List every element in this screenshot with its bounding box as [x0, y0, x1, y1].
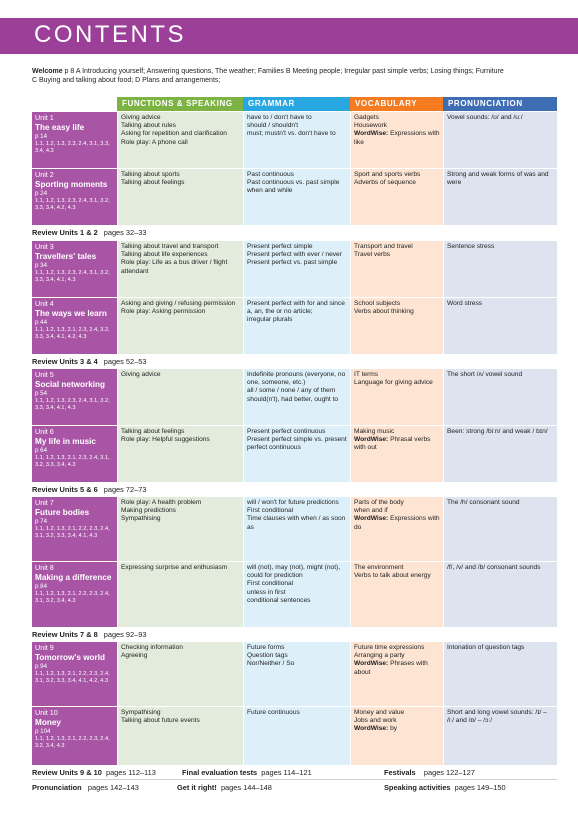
unit-page: p 64: [35, 447, 48, 454]
functions-item: Checking information: [121, 644, 183, 651]
functions-item: Role play: Helpful suggestions: [121, 436, 210, 444]
unit-number: Unit 1: [35, 113, 54, 122]
grammar-item: Present perfect vs. past simple: [247, 259, 338, 267]
grammar-item: First conditional: [247, 580, 294, 588]
functions-item: Giving advice: [121, 114, 161, 121]
unit-number: Unit 6: [35, 427, 54, 436]
vocabulary-cell: [350, 642, 443, 706]
unit-number: Unit 2: [35, 170, 54, 179]
unit-title: My life in music: [35, 436, 96, 446]
review-label: Review Units 3 & 4: [32, 357, 98, 366]
unit-exam-tasks: 1.1, 1.2, 1.3, 2.1, 2.3, 2.4, 3.2, 3.3, 3.4, 4.1, 4.2, 4.3: [35, 327, 110, 340]
grammar-cell: [243, 112, 350, 168]
vocabulary-item: WordWise: Phrases with about: [354, 660, 428, 676]
vocabulary-item: WordWise: Expressions with like: [354, 130, 440, 146]
functions-item: Sympathising: [121, 515, 161, 523]
functions-item: Talking about feelings: [121, 428, 185, 435]
column-header-functions: FUNCTIONS & SPEAKING: [117, 97, 243, 111]
vocabulary-item: Sport and sports verbs: [354, 171, 421, 178]
unit-page: p 44: [35, 319, 48, 326]
column-header-pronunciation: PRONUNCIATION: [443, 97, 557, 111]
unit-exam-tasks: 1.1, 1.2, 1.3, 2.3, 2.4, 3.1, 3.2, 3.3, 3.4, 4.1, 4.3: [35, 398, 110, 411]
divider: [32, 779, 557, 780]
vocabulary-item: Verbs about thinking: [354, 308, 414, 316]
grammar-cell: [243, 707, 350, 765]
unit-exam-tasks: 1.1, 1.2, 1.3, 2.3, 2.4, 3.1, 3.2, 3.3, 3.4, 4.1, 4.3: [35, 270, 110, 283]
grammar-item: all / some / none / any of them: [247, 387, 336, 395]
page-title: CONTENTS: [34, 21, 186, 48]
unit-cell: [32, 562, 117, 627]
get-it-right-label: Get it right!: [177, 783, 217, 792]
wordwise-label: WordWise:: [354, 660, 389, 668]
review-pages: pages 92–93: [103, 630, 147, 639]
unit-exam-tasks: 1.1, 1.2, 1.3, 2.1, 2.2, 2.3, 2.4, 3.1, 3.2, 3.4, 4.3: [35, 591, 110, 604]
functions-item: Role play: A health problem: [121, 499, 202, 506]
functions-item: Talking about rules: [121, 122, 176, 130]
unit-exam-tasks: 1.1, 1.2, 1.3, 2.3, 2.4, 3.1, 3.3, 3.4, 4.3: [35, 141, 110, 154]
review-label: Review Units 1 & 2: [32, 228, 98, 237]
grammar-item: should(n't), had better, ought to: [247, 395, 339, 403]
vocabulary-item: Money and value: [354, 709, 405, 716]
wordwise-label: WordWise:: [354, 725, 389, 733]
pronunciation-item: Word stress: [447, 300, 483, 307]
grammar-item: have to / don't have to: [247, 114, 312, 121]
pronunciation-pages: pages 142–143: [87, 783, 139, 792]
unit-exam-tasks: 1.1, 1.2, 1.3, 2.3, 2.4, 3.1, 3.2, 3.3, 3.4, 4.2, 4.3: [35, 198, 110, 211]
grammar-cell: [243, 497, 350, 561]
grammar-item: Present perfect simple: [247, 243, 313, 250]
vocabulary-item: WordWise: by: [354, 725, 398, 733]
unit-title: Social networking: [35, 379, 106, 389]
unit-title: The easy life: [35, 122, 85, 132]
unit-page: p 14: [35, 133, 48, 140]
final-tests-pages: pages 114–121: [261, 768, 312, 777]
grammar-item: Nor/Neither / So: [247, 660, 295, 668]
review-row: [32, 227, 557, 238]
pronunciation-cell: [443, 707, 557, 765]
vocabulary-item: School subjects: [354, 300, 401, 307]
unit-exam-tasks: 1.1, 1.2, 1.3, 2.1, 2.3, 2.4, 3.1, 3.2, 3.3, 3.4, 4.3: [35, 455, 110, 468]
vocabulary-item: Language for giving advice: [354, 379, 433, 387]
wordwise-label: WordWise:: [354, 436, 389, 444]
vocabulary-item: Parts of the body: [354, 499, 404, 506]
vocabulary-item: Adverbs of sequence: [354, 179, 416, 187]
vocabulary-item: Transport and travel: [354, 243, 413, 250]
unit-title: The ways we learn: [35, 308, 107, 318]
welcome-line2: C Buying and talking about food; D Plans and arrangements;: [32, 77, 221, 84]
grammar-item: conditional sentences: [247, 596, 311, 604]
grammar-item: Past continuous: [247, 171, 294, 178]
unit-row: [32, 426, 557, 482]
vocabulary-item: Future time expressions: [354, 644, 425, 651]
unit-cell: [32, 707, 117, 765]
unit-cell: [32, 369, 117, 425]
functions-item: Role play: Asking permission: [121, 308, 206, 316]
column-header-vocabulary: VOCABULARY: [350, 97, 443, 111]
review-row: [32, 484, 557, 495]
vocabulary-item: IT terms: [354, 371, 379, 378]
grammar-item: will / won't for future predictions: [247, 499, 339, 506]
vocabulary-cell: [350, 169, 443, 225]
vocabulary-item: Jobs and work: [354, 717, 397, 725]
functions-item: Expressing surprise and enthusiasm: [121, 564, 228, 571]
unit-row: [32, 298, 557, 354]
vocabulary-item: WordWise: Expressions with do: [354, 515, 440, 531]
unit-row: [32, 562, 557, 627]
vocabulary-item: Arranging a party: [354, 652, 405, 660]
grammar-item: Future forms: [247, 644, 285, 651]
vocabulary-item: when and if: [354, 507, 388, 515]
unit-number: Unit 10: [35, 708, 58, 717]
pronunciation-item: Intonation of question tags: [447, 644, 525, 651]
unit-page: p 104: [35, 728, 51, 735]
functions-item: Talking about life experiences: [121, 251, 208, 259]
column-header-grammar: GRAMMAR: [243, 97, 350, 111]
unit-cell: [32, 497, 117, 561]
review-label: Review Units 7 & 8: [32, 630, 98, 639]
unit-row: [32, 241, 557, 297]
vocabulary-item: Gadgets: [354, 114, 379, 121]
unit-cell: [32, 426, 117, 482]
vocabulary-cell: [350, 298, 443, 354]
unit-number: Unit 3: [35, 242, 54, 251]
unit-cell: [32, 169, 117, 225]
grammar-cell: [243, 298, 350, 354]
vocabulary-cell: [350, 369, 443, 425]
contents-header: [0, 18, 578, 54]
review-pages: pages 32–33: [103, 228, 147, 237]
unit-title: Sporting moments: [35, 179, 108, 189]
vocabulary-item: Housework: [354, 122, 387, 130]
functions-cell: [117, 369, 243, 425]
grammar-item: Present perfect continuous: [247, 428, 326, 435]
functions-item: Sympathising: [121, 709, 161, 716]
unit-number: Unit 8: [35, 563, 54, 572]
grammar-cell: [243, 642, 350, 706]
pronunciation-cell: [443, 298, 557, 354]
pronunciation-cell: [443, 369, 557, 425]
pronunciation-item: Been: strong /biːn/ and weak / bɪn/: [447, 428, 548, 435]
pronunciation-item: Sentence stress: [447, 243, 495, 250]
review-pages: pages 72–73: [103, 485, 147, 494]
get-it-right-pages: pages 144–148: [220, 783, 272, 792]
pronunciation-item: Vowel sounds: /ʊ/ and /uː/: [447, 114, 523, 121]
vocabulary-cell: [350, 497, 443, 561]
review-label: Review Units 5 & 6: [32, 485, 98, 494]
unit-number: Unit 4: [35, 299, 54, 308]
grammar-item: Present perfect simple vs. present perfect continuous: [247, 436, 347, 452]
unit-page: p 24: [35, 190, 48, 197]
functions-cell: [117, 426, 243, 482]
pronunciation-item: Short and long vowel sounds: /ɪ/ – /iː/ and /ɒ/ – /ɔː/: [447, 709, 547, 725]
functions-cell: [117, 169, 243, 225]
unit-exam-tasks: 1.1, 1.2, 1.3, 2.1, 2.2, 2.3, 2.4, 3.1, 3.2, 3.3, 3.4, 4.1, 4.2, 4.3: [35, 671, 110, 684]
unit-cell: [32, 298, 117, 354]
functions-item: Talking about future events: [121, 717, 200, 725]
functions-cell: [117, 497, 243, 561]
unit-cell: [32, 112, 117, 168]
functions-item: Asking for repetition and clarification: [121, 130, 227, 138]
festivals-pages: pages 122–127: [423, 768, 475, 777]
vocabulary-cell: [350, 112, 443, 168]
welcome-page: p 8: [64, 68, 75, 75]
functions-cell: [117, 562, 243, 627]
grammar-item: Question tags: [247, 652, 288, 660]
unit-page: p 74: [35, 518, 48, 525]
grammar-item: First conditional: [247, 507, 294, 515]
pronunciation-cell: [443, 112, 557, 168]
grammar-item: must; mustn't vs. don't have to: [247, 130, 336, 138]
unit-row: [32, 707, 557, 765]
welcome-section: [32, 67, 552, 85]
pronunciation-item: The short /ʌ/ vowel sound: [447, 371, 523, 378]
grammar-item: Indefinite pronouns (everyone, no one, someone, etc.): [247, 371, 346, 387]
pronunciation-cell: [443, 642, 557, 706]
vocabulary-cell: [350, 426, 443, 482]
grammar-item: will (not), may (not), might (not), could for prediction: [247, 564, 341, 580]
unit-number: Unit 9: [35, 643, 54, 652]
final-tests-label: Final evaluation tests: [182, 768, 258, 777]
pronunciation-cell: [443, 169, 557, 225]
grammar-cell: [243, 426, 350, 482]
unit-row: [32, 112, 557, 168]
unit-title: Making a difference: [35, 572, 112, 582]
unit-title: Tomorrow's world: [35, 652, 106, 662]
unit-title: Travellers' tales: [35, 251, 97, 261]
grammar-item: Future continuous: [247, 709, 300, 716]
unit-exam-tasks: 1.1, 1.2, 1.3, 2.1, 2.2, 2.3, 2.4, 3.1, 3.2, 3.3, 3.4, 4.1, 4.3: [35, 526, 110, 539]
functions-cell: [117, 298, 243, 354]
unit-cell: [32, 241, 117, 297]
functions-item: Role play: Life as a bus driver / flight attendant: [121, 259, 228, 275]
functions-cell: [117, 642, 243, 706]
pronunciation-item: /f/, /v/ and /b/ consonant sounds: [447, 564, 541, 571]
functions-cell: [117, 112, 243, 168]
grammar-item: unless in first: [247, 588, 286, 596]
pronunciation-item: The /h/ consonant sound: [447, 499, 520, 506]
unit-page: p 84: [35, 583, 48, 590]
bottom-line-2: [32, 782, 557, 793]
speaking-activities-label: Speaking activities: [384, 783, 451, 792]
functions-item: Talking about feelings: [121, 179, 185, 187]
pronunciation-cell: [443, 562, 557, 627]
grammar-item: Past continuous vs. past simple: [247, 179, 340, 187]
unit-row: [32, 497, 557, 561]
pronunciation-cell: [443, 497, 557, 561]
welcome-line1: A Introducing yourself; Answering questions, The weather; Families B Meeting people; Irregular past simple verbs; Losing things; Furniture: [75, 68, 504, 75]
grammar-cell: [243, 241, 350, 297]
functions-item: Giving advice: [121, 371, 161, 378]
review-9-10-pages: pages 112–113: [105, 768, 156, 777]
functions-item: Talking about sports: [121, 171, 180, 178]
grammar-item: when and while: [247, 187, 293, 195]
vocabulary-item: Travel verbs: [354, 251, 391, 259]
unit-title: Money: [35, 717, 61, 727]
speaking-activities-pages: pages 149–150: [454, 783, 506, 792]
grammar-cell: [243, 562, 350, 627]
unit-cell: [32, 642, 117, 706]
grammar-cell: [243, 369, 350, 425]
review-pages: pages 52–53: [103, 357, 147, 366]
pronunciation-cell: [443, 426, 557, 482]
welcome-label: Welcome: [32, 68, 63, 75]
grammar-item: Time clauses with when / as soon as: [247, 515, 346, 531]
unit-title: Future bodies: [35, 507, 90, 517]
unit-page: p 94: [35, 663, 48, 670]
vocabulary-cell: [350, 562, 443, 627]
unit-exam-tasks: 1.1, 1.2, 1.3, 2.1, 2.2, 2.3, 2.4, 3.2, 3.4, 4.3: [35, 736, 110, 749]
vocabulary-cell: [350, 707, 443, 765]
unit-number: Unit 7: [35, 498, 54, 507]
vocabulary-item: Verbs to talk about energy: [354, 572, 431, 580]
functions-item: Making predictions: [121, 507, 176, 515]
vocabulary-cell: [350, 241, 443, 297]
wordwise-label: WordWise:: [354, 130, 389, 138]
unit-page: p 54: [35, 390, 48, 397]
review-9-10-label: Review Units 9 & 10: [32, 768, 102, 777]
review-row: [32, 629, 557, 640]
unit-number: Unit 5: [35, 370, 54, 379]
grammar-item: Present perfect with for and since: [247, 300, 345, 307]
grammar-item: Present perfect with ever / never: [247, 251, 342, 259]
functions-item: Asking and giving / refusing permission: [121, 300, 236, 307]
functions-cell: [117, 241, 243, 297]
vocabulary-item: The environment: [354, 564, 404, 571]
pronunciation-item: Strong and weak forms of was and were: [447, 171, 549, 187]
unit-row: [32, 642, 557, 706]
functions-item: Talking about travel and transport: [121, 243, 219, 250]
vocabulary-item: WordWise: Phrasal verbs with out: [354, 436, 431, 452]
pronunciation-label: Pronunciation: [32, 783, 82, 792]
unit-row: [32, 369, 557, 425]
grammar-item: a, an, the or no article;: [247, 308, 313, 316]
festivals-label: Festivals: [384, 768, 416, 777]
bottom-line-1: [32, 767, 557, 778]
grammar-item: irregular plurals: [247, 316, 293, 324]
pronunciation-cell: [443, 241, 557, 297]
review-row: [32, 356, 557, 367]
functions-cell: [117, 707, 243, 765]
unit-row: [32, 169, 557, 225]
grammar-item: should / shouldn't: [247, 122, 299, 130]
vocabulary-item: Making music: [354, 428, 395, 435]
functions-item: Agreeing: [121, 652, 148, 660]
wordwise-label: WordWise:: [354, 515, 389, 523]
functions-item: Role play: A phone call: [121, 138, 188, 146]
unit-page: p 34: [35, 262, 48, 269]
grammar-cell: [243, 169, 350, 225]
